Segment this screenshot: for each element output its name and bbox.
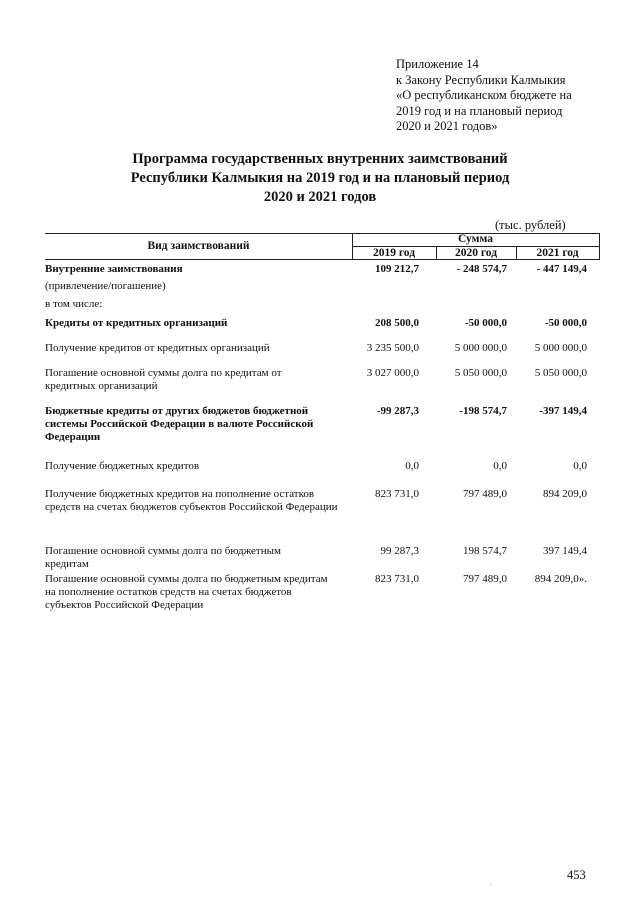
header-sum: Сумма <box>458 233 493 245</box>
value-2019: 208 500,0 <box>375 317 419 329</box>
title-line: Программа государственных внутренних заимствований <box>132 151 508 167</box>
value-2021: -50 000,0 <box>544 317 587 329</box>
appendix-line: 2020 и 2021 годов» <box>396 119 498 133</box>
header-year-2021: 2021 год <box>536 247 579 259</box>
page-number: 453 <box>567 868 586 882</box>
value-2021: 5 050 000,0 <box>534 367 587 379</box>
value-2020: 0,0 <box>493 460 507 472</box>
row-label: Бюджетные кредиты от других бюджетов бюджетной системы Российской Федерации в валюте Российской Федерации <box>45 405 314 443</box>
stray-mark: . <box>490 878 492 887</box>
value-2020: -50 000,0 <box>464 317 507 329</box>
value-2019: 823 731,0 <box>375 573 419 585</box>
value-2020: -198 574,7 <box>459 405 507 417</box>
document-title <box>0 150 640 207</box>
value-2021: -397 149,4 <box>539 405 587 417</box>
value-2021: 894 209,0 <box>543 488 587 500</box>
row-label: Получение бюджетных кредитов <box>45 460 200 472</box>
row-label: Погашение основной суммы долга по кредитам от кредитных организаций <box>45 367 282 392</box>
value-2019: 99 287,3 <box>380 545 419 557</box>
appendix-line: к Закону Республики Калмыкия <box>396 72 566 87</box>
row-label: (привлечение/погашение) <box>45 280 166 292</box>
column-divider <box>599 233 600 260</box>
value-2019: -99 287,3 <box>376 405 419 417</box>
header-year-2019: 2019 год <box>372 247 416 259</box>
appendix-line: «О республиканском бюджете на <box>396 88 572 102</box>
appendix-line: Приложение 14 <box>396 57 479 71</box>
value-2021: 0,0 <box>573 460 587 472</box>
value-2019: 109 212,7 <box>375 263 419 275</box>
units-label: (тыс. рублей) <box>495 218 566 232</box>
row-label: Кредиты от кредитных организаций <box>45 317 228 329</box>
value-2020: 797 489,0 <box>463 488 507 500</box>
value-2021: 397 149,4 <box>543 545 587 557</box>
value-2020: - 248 574,7 <box>456 263 507 275</box>
value-2019: 3 027 000,0 <box>366 367 419 379</box>
title-line: 2020 и 2021 годов <box>263 189 377 205</box>
value-2019: 3 235 500,0 <box>366 342 419 354</box>
value-2020: 5 050 000,0 <box>454 367 507 379</box>
row-label: в том числе: <box>45 298 103 310</box>
row-label: Погашение основной суммы долга по бюджетным кредитам на пополнение остатков средств на счетах бюджетов субъектов Российской Федерации <box>45 573 328 611</box>
header-kind: Вид заимствований <box>147 240 250 252</box>
row-label: Погашение основной суммы долга по бюджетным кредитам <box>45 545 281 570</box>
appendix-line: 2019 год и на плановый период <box>396 103 563 118</box>
row-label: Внутренние заимствования <box>45 263 183 275</box>
value-2020: 5 000 000,0 <box>454 342 507 354</box>
title-line: Республики Калмыкия на 2019 год и на плановый период <box>130 170 510 186</box>
appendix-note <box>396 57 626 135</box>
value-2021: - 447 149,4 <box>536 263 587 275</box>
row-label: Получение бюджетных кредитов на пополнение остатков средств на счетах бюджетов субъектов Российской Федерации <box>45 488 338 513</box>
value-2021: 5 000 000,0 <box>534 342 587 354</box>
value-2019: 823 731,0 <box>375 488 419 500</box>
value-2019: 0,0 <box>405 460 419 472</box>
value-2020: 198 574,7 <box>463 545 507 557</box>
value-2020: 797 489,0 <box>463 573 507 585</box>
row-label: Получение кредитов от кредитных организаций <box>45 342 270 354</box>
header-year-2020: 2020 год <box>454 247 498 259</box>
value-2021: 894 209,0». <box>534 573 587 585</box>
